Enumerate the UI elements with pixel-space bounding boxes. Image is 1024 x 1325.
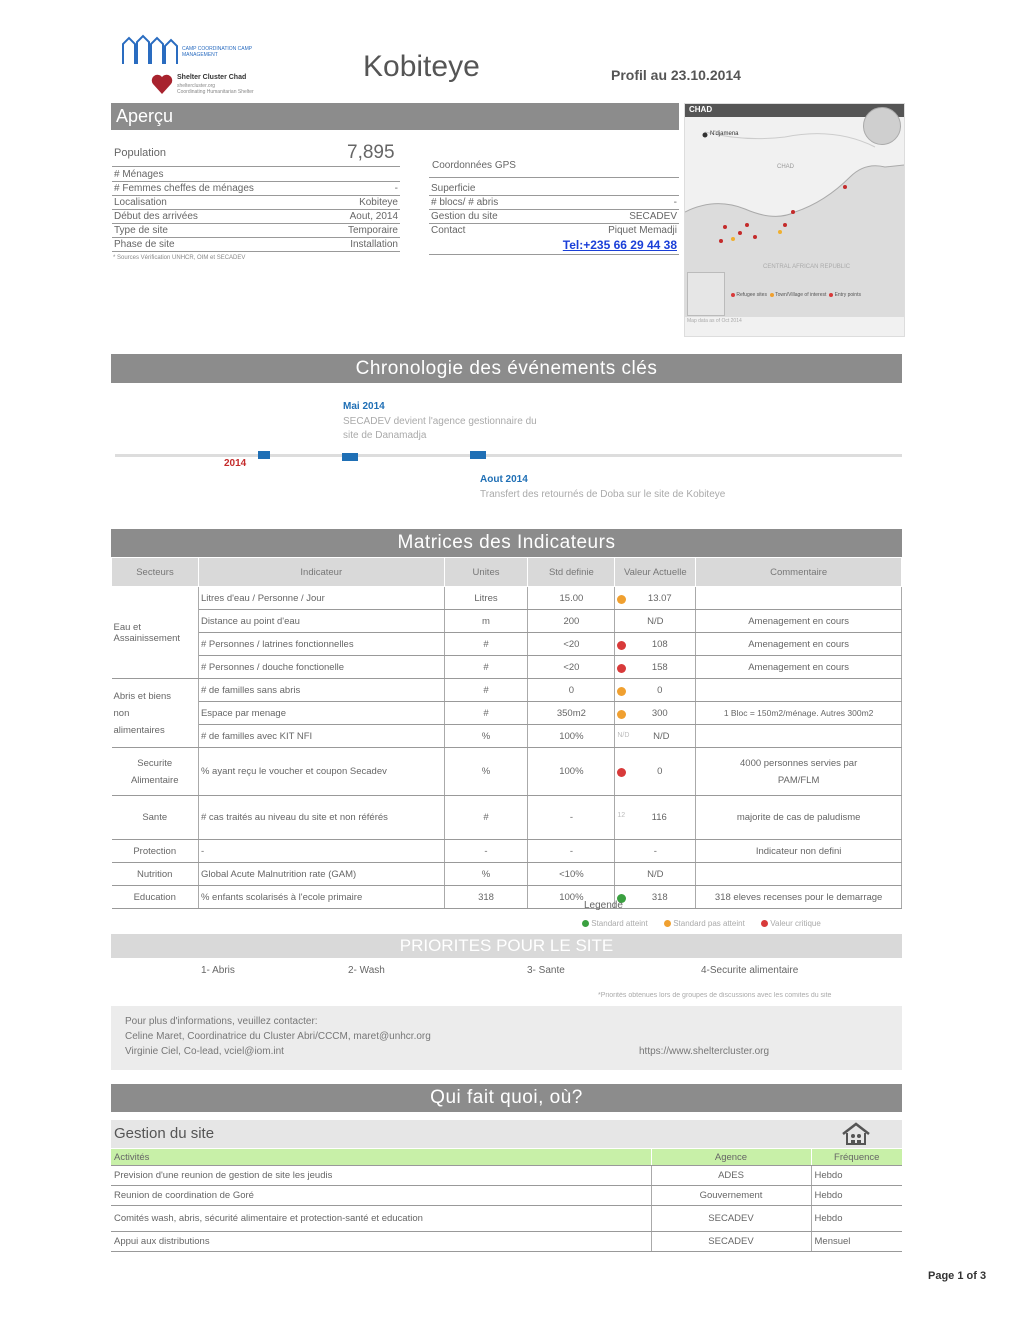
agency-cell: SECADEV: [651, 1232, 811, 1252]
timeline-marker-1: [258, 451, 270, 459]
shelter-logo-title: Shelter Cluster Chad: [177, 74, 247, 81]
frequency-cell: Mensuel: [811, 1232, 902, 1252]
indicator-cell: Espace par menage: [198, 702, 444, 725]
cccm-logo: [120, 34, 253, 68]
indicator-cell: % enfants scolarisés à l'ecole primaire: [198, 886, 444, 909]
map-legend: [731, 292, 901, 298]
comment-cell: 318 eleves recenses pour le demarrage: [696, 886, 902, 909]
kv-key: Début des arrivées: [114, 211, 198, 222]
value-cell: N/D: [615, 863, 696, 886]
activity-cell: Prevision d'une reunion de gestion de site les jeudis: [111, 1166, 651, 1186]
indicator-cell: # cas traités au niveau du site et non référés: [198, 796, 444, 840]
kv-localisation: [112, 196, 400, 210]
col-indicateur: Indicateur: [198, 558, 444, 587]
sector-abris: [112, 679, 199, 748]
indicator-cell: # de familles avec KIT NFI: [198, 725, 444, 748]
event1-text-line2: site de Danamadja: [343, 430, 427, 441]
std-cell: 15.00: [528, 587, 615, 610]
table-row: [111, 1232, 902, 1252]
sector-abris-line2: non: [113, 707, 130, 719]
priority-3: 3- Sante: [527, 965, 565, 976]
comment-cell: [696, 748, 902, 796]
legend-refugee: Refugee sites: [736, 292, 767, 298]
value-cell: [615, 702, 696, 725]
contact-phone-link[interactable]: Tel:+235 66 29 44 38: [562, 238, 677, 252]
map-note: Map data as of Oct 2014: [687, 318, 742, 324]
kv-key: Contact: [431, 225, 466, 236]
col-valeur: Valeur Actuelle: [615, 558, 696, 587]
value-cell: N/D: [615, 610, 696, 633]
comment-cell: majorite de cas de paludisme: [696, 796, 902, 840]
sector-abris-line1: Abris et biens: [113, 690, 172, 702]
unit-cell: m: [444, 610, 528, 633]
unit-cell: #: [444, 702, 528, 725]
agency-cell: Gouvernement: [651, 1186, 811, 1206]
kv-gestion: [429, 210, 679, 224]
kv-type: [112, 224, 400, 238]
std-cell: 100%: [528, 748, 615, 796]
indicator-cell: -: [198, 840, 444, 863]
unit-cell: %: [444, 748, 528, 796]
map-inset-small: [687, 272, 725, 316]
comment-cell: Amenagement en cours: [696, 610, 902, 633]
unit-cell: Litres: [444, 587, 528, 610]
kv-value: SECADEV: [629, 211, 677, 222]
legend-critique: Valeur critique: [770, 919, 821, 928]
std-cell: <20: [528, 633, 615, 656]
col-unites: Unites: [444, 558, 528, 587]
value-text: 0: [657, 684, 663, 696]
profile-date: Profil au 23.10.2014: [611, 67, 741, 83]
kv-key: # Ménages: [114, 169, 164, 180]
gps-rule: [429, 177, 679, 178]
std-cell: <20: [528, 656, 615, 679]
value-text: 13.07: [647, 592, 672, 604]
contact-line3: Virginie Ciel, Co-lead, vciel@iom.int: [125, 1046, 284, 1057]
sector-securite: [112, 748, 199, 796]
unit-cell: #: [444, 656, 528, 679]
std-cell: -: [528, 840, 615, 863]
std-cell: 200: [528, 610, 615, 633]
legend-pas-atteint: Standard pas atteint: [673, 919, 745, 928]
value-text: 158: [651, 661, 668, 673]
map-car-label: CENTRAL AFRICAN REPUBLIC: [763, 264, 851, 270]
value-text: 108: [651, 638, 668, 650]
legend-refugee-icon: [731, 293, 735, 297]
unit-cell: 318: [444, 886, 528, 909]
activity-cell: Appui aux distributions: [111, 1232, 651, 1252]
kv-phase: [112, 238, 400, 252]
col-secteurs: Secteurs: [112, 558, 199, 587]
gestion-site-title: Gestion du site: [114, 1125, 215, 1142]
unit-cell: #: [444, 679, 528, 702]
std-cell: 350m2: [528, 702, 615, 725]
shelter-cluster-link[interactable]: https://www.sheltercluster.org: [639, 1046, 770, 1057]
qfq-table: [111, 1149, 902, 1252]
table-row: [112, 702, 902, 725]
value-cell: [615, 725, 696, 748]
event2-date: Aout 2014: [480, 474, 528, 485]
value-cell: [615, 633, 696, 656]
timeline-marker-3: [470, 451, 486, 459]
kv-menages: [112, 168, 400, 182]
apercu-band: [111, 103, 679, 130]
value-text: 300: [651, 707, 668, 719]
kv-superficie: [429, 182, 679, 196]
legend-entry-icon: [829, 293, 833, 297]
trend-marker: 12: [617, 812, 626, 819]
sector-eau: Eau et Assainissement: [112, 587, 199, 679]
cccm-logo-text: CAMP COORDINATION CAMP MANAGEMENT: [182, 46, 253, 58]
comment-line2: PAM/FLM: [777, 774, 820, 786]
nd-marker: N/D: [617, 731, 630, 739]
comment-cell: Amenagement en cours: [696, 633, 902, 656]
population-rule: [112, 166, 400, 167]
shelter-logo: [150, 72, 280, 98]
kv-debut: [112, 210, 400, 224]
activity-cell: Comités wash, abris, sécurité alimentaire et protection-santé et education: [111, 1206, 651, 1232]
kv-value: Kobiteye: [359, 197, 398, 208]
comment-cell: [696, 587, 902, 610]
legend-entry: Entry points: [834, 292, 861, 298]
comment-line1: 4000 personnes servies par: [740, 757, 858, 769]
sector-sante: Sante: [112, 796, 199, 840]
site-management-icon: [840, 1122, 872, 1146]
map-country-label: CHAD: [689, 105, 713, 114]
event2-text: Transfert des retournés de Doba sur le site de Kobiteye: [480, 489, 726, 500]
kv-key: Gestion du site: [431, 211, 498, 222]
indicators-table: [111, 557, 902, 909]
table-row: [111, 1206, 902, 1232]
table-row: [112, 656, 902, 679]
source-note: * Sources Vérification UNHCR, OIM et SECADEV: [113, 255, 246, 261]
frequency-cell: Hebdo: [811, 1186, 902, 1206]
chronologie-title: Chronologie des événements clés: [355, 358, 658, 379]
indicator-cell: Global Acute Malnutrition rate (GAM): [198, 863, 444, 886]
kv-value: -: [394, 183, 398, 194]
value-cell: [615, 796, 696, 840]
event1-date: Mai 2014: [343, 401, 385, 412]
priorites-title: PRIORITES POUR LE SITE: [399, 936, 614, 955]
priority-4: 4-Securite alimentaire: [701, 965, 799, 976]
kv-key: Superficie: [431, 183, 476, 194]
table-row: [112, 725, 902, 748]
map-capital-label: N'djamena: [710, 131, 739, 137]
table-row: [112, 886, 902, 909]
unit-cell: -: [444, 840, 528, 863]
sector-secu-line2: Alimentaire: [130, 774, 179, 786]
value-text: 116: [651, 812, 667, 823]
table-header-row: [112, 558, 902, 587]
indicator-cell: # Personnes / douche fonctionelle: [198, 656, 444, 679]
comment-cell: [696, 679, 902, 702]
sector-abris-line3: alimentaires: [113, 724, 165, 736]
timeline-marker-2: [342, 453, 358, 461]
sector-education: Education: [112, 886, 199, 909]
std-cell: <10%: [528, 863, 615, 886]
gps-label: Coordonnées GPS: [432, 160, 516, 171]
kv-value: Temporaire: [347, 225, 398, 236]
table-row: [111, 1166, 902, 1186]
indicator-cell: # Personnes / latrines fonctionnelles: [198, 633, 444, 656]
kv-key: Localisation: [114, 197, 167, 208]
legend-town: Town/Village of interest: [775, 292, 827, 298]
col-std: Std definie: [528, 558, 615, 587]
col-agence: Agence: [651, 1149, 811, 1166]
qfq-header-row: [111, 1149, 902, 1166]
unit-cell: %: [444, 863, 528, 886]
col-frequence: Fréquence: [811, 1149, 902, 1166]
priorites-band: [111, 934, 902, 958]
indicator-cell: % ayant reçu le voucher et coupon Secadev: [198, 748, 444, 796]
comment-cell: Amenagement en cours: [696, 656, 902, 679]
unit-cell: #: [444, 633, 528, 656]
value-cell: [615, 748, 696, 796]
legend-green-icon: [582, 920, 589, 927]
kv-value: Piquet Memadji: [608, 225, 677, 236]
table-row: [111, 1186, 902, 1206]
kv-blocs: [429, 196, 679, 210]
activity-cell: Reunion de coordination de Goré: [111, 1186, 651, 1206]
status-red-icon: [617, 641, 626, 650]
contact-box: [111, 1006, 902, 1070]
value-text: 318: [651, 891, 668, 903]
cccm-logo-icon: [120, 34, 180, 68]
agency-cell: ADES: [651, 1166, 811, 1186]
kv-value: -: [673, 197, 677, 208]
kv-contact: [429, 224, 679, 237]
event1-text-line1: SECADEV devient l'agence gestionnaire du: [343, 416, 537, 427]
kv-value: Installation: [350, 239, 398, 250]
priorites-note: *Priorités obtenues lors de groupes de discussions avec les comites du site: [598, 992, 832, 999]
shelter-logo-sub2: Coordinating Humanitarian Shelter: [177, 89, 254, 95]
kv-femmes: [112, 182, 400, 196]
indicator-cell: Distance au point d'eau: [198, 610, 444, 633]
map-region-label: CHAD: [777, 164, 795, 170]
col-commentaire: Commentaire: [696, 558, 902, 587]
timeline-line: [115, 454, 902, 457]
sector-nutrition: Nutrition: [112, 863, 199, 886]
shelter-heart-icon: [150, 72, 174, 96]
kv-key: # blocs/ # abris: [431, 197, 499, 208]
priority-2: 2- Wash: [348, 965, 385, 976]
priority-1: 1- Abris: [201, 965, 235, 976]
table-row: [112, 840, 902, 863]
contact-line1: Pour plus d'informations, veuillez contacter:: [125, 1016, 318, 1027]
kv-value: Aout, 2014: [349, 211, 398, 222]
timeline-year: 2014: [224, 458, 247, 469]
table-row: [112, 587, 902, 610]
chronologie-band: [111, 354, 902, 383]
value-text: 0: [657, 766, 663, 777]
std-cell: 100%: [528, 886, 615, 909]
apercu-title: Aperçu: [116, 106, 174, 126]
comment-cell: 1 Bloc = 150m2/ménage. Autres 300m2: [696, 702, 902, 725]
population-value: 7,895: [347, 142, 395, 163]
comment-cell: [696, 863, 902, 886]
value-text: N/D: [653, 730, 670, 742]
value-cell: -: [615, 840, 696, 863]
gestion-site-bar: [111, 1120, 902, 1148]
legend-red-icon: [761, 920, 768, 927]
unit-cell: %: [444, 725, 528, 748]
frequency-cell: Hebdo: [811, 1206, 902, 1232]
status-orange-icon: [617, 687, 626, 696]
page-title: Kobiteye: [363, 50, 480, 83]
table-row: [112, 610, 902, 633]
comment-cell: Indicateur non defini: [696, 840, 902, 863]
comment-cell: [696, 725, 902, 748]
qfq-band: [111, 1084, 902, 1112]
status-orange-icon: [617, 595, 626, 604]
status-red-icon: [617, 768, 626, 777]
table-row: [112, 796, 902, 840]
value-cell: [615, 587, 696, 610]
std-cell: 100%: [528, 725, 615, 748]
kv-key: Phase de site: [114, 239, 175, 250]
indicator-cell: Litres d'eau / Personne / Jour: [198, 587, 444, 610]
status-red-icon: [617, 664, 626, 673]
table-row: [112, 679, 902, 702]
unit-cell: #: [444, 796, 528, 840]
indicator-legend: [582, 919, 902, 928]
legend-orange-icon: [664, 920, 671, 927]
std-cell: -: [528, 796, 615, 840]
matrices-title: Matrices des Indicateurs: [397, 532, 616, 553]
sector-secu-line1: Securite: [137, 757, 173, 769]
value-cell: [615, 679, 696, 702]
matrices-band: [111, 529, 902, 557]
agency-cell: SECADEV: [651, 1206, 811, 1232]
map-inset-globe: [863, 107, 901, 145]
contact-line2: Celine Maret, Coordinatrice du Cluster Abri/CCCM, maret@unhcr.org: [125, 1031, 431, 1042]
kv-key: # Femmes cheffes de ménages: [114, 183, 254, 194]
kv-key: Type de site: [114, 225, 168, 236]
sector-protection: Protection: [112, 840, 199, 863]
page-number: Page 1 of 3: [928, 1270, 987, 1282]
legend-title: Legende: [584, 900, 623, 911]
value-cell: [615, 656, 696, 679]
table-row: [112, 863, 902, 886]
status-orange-icon: [617, 710, 626, 719]
population-label: Population: [114, 147, 166, 159]
frequency-cell: Hebdo: [811, 1166, 902, 1186]
col-activites: Activités: [111, 1149, 651, 1166]
table-row: [112, 633, 902, 656]
table-row: [112, 748, 902, 796]
shelter-logo-sub1: sheltercluster.org: [177, 83, 216, 89]
location-map: [684, 103, 905, 337]
legend-atteint: Standard atteint: [591, 919, 648, 928]
std-cell: 0: [528, 679, 615, 702]
qfq-title: Qui fait quoi, où?: [430, 1087, 583, 1108]
phone-rule: [429, 254, 679, 255]
value-cell: [615, 886, 696, 909]
legend-town-icon: [770, 293, 774, 297]
indicator-cell: # de familles sans abris: [198, 679, 444, 702]
